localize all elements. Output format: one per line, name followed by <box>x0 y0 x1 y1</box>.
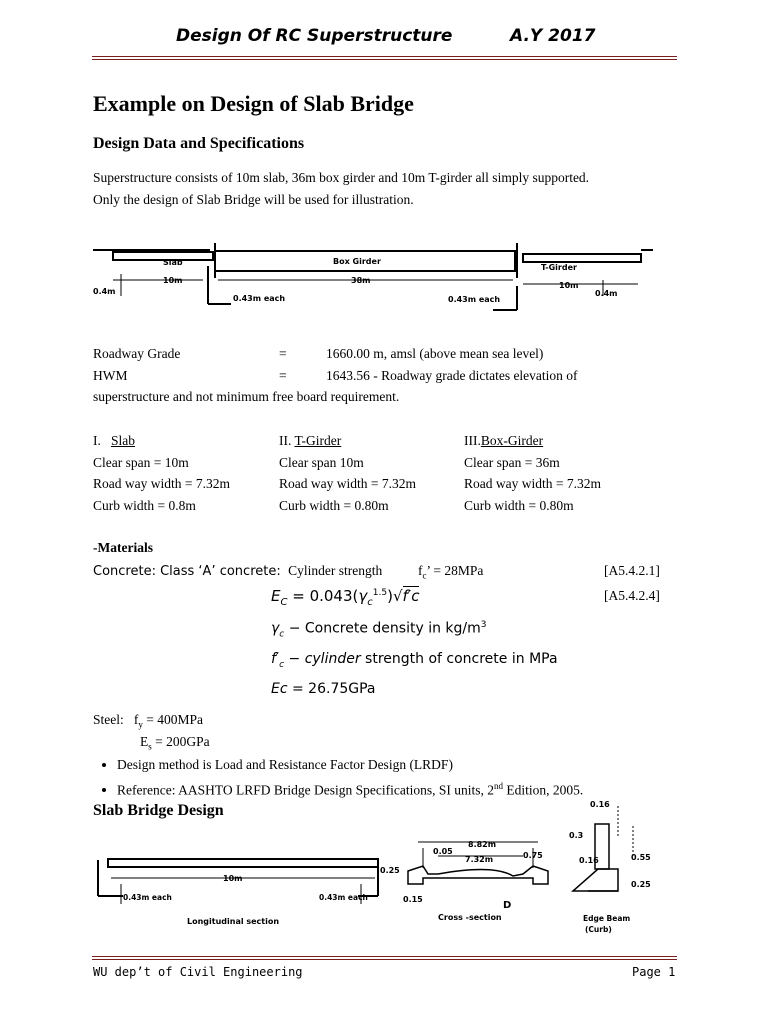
header-rule <box>92 56 677 57</box>
fig2-dim-025-edge: 0.25 <box>631 880 651 889</box>
hwm-value: 1643.56 - Roadway grade dictates elevation of <box>326 368 578 383</box>
roadway-grade-eq: = <box>279 346 287 361</box>
column-tgirder-road: Road way width = 7.32m <box>279 476 416 491</box>
ref-a5421: [A5.4.2.1] <box>604 563 660 578</box>
intro-line-1: Superstructure consists of 10m slab, 36m box girder and 10m T-girder all simply supported. <box>93 170 590 185</box>
ref-a5424: [A5.4.2.4] <box>604 588 660 603</box>
fig1-dim-04-right: 0.4m <box>595 289 618 298</box>
header-rule-thin <box>92 59 677 60</box>
footer-department: WU dep’t of Civil Engineering <box>93 965 303 979</box>
materials-heading: -Materials <box>93 540 153 555</box>
concrete-line: Concrete: Class ‘A’ concrete: Cylinder strength <box>93 563 383 579</box>
bullet-reference: • Reference: AASHTO LRFD Bridge Design Specifications, SI units, 2nd Edition, 2005. <box>117 776 693 801</box>
fig1-dim-043-each-right: 0.43m each <box>448 295 501 304</box>
column-tgirder-curb: Curb width = 0.80m <box>279 497 389 513</box>
column-tgirder-clear: Clear span 10m <box>279 454 364 470</box>
section-heading-design-data: Design Data and Specifications <box>93 135 305 152</box>
column-box-clear: Clear span = 36m <box>464 454 560 470</box>
fig2-dim-043-each-right: 0.43m each <box>319 893 368 902</box>
fig2-label-edge-beam: Edge Beam <box>583 914 631 923</box>
column-slab-curb: Curb width = 0.8m <box>93 497 196 513</box>
ec-result: Ec = 26.75GPa <box>271 681 376 697</box>
fig2-label-curb: (Curb) <box>585 925 612 934</box>
ec-formula: $E_C = 0.043(\gamma_c^{1.5})√f'c$ <box>271 587 420 608</box>
fig2-dim-016-mid: 0.16 <box>579 856 599 865</box>
column-slab <box>93 430 230 516</box>
fc-definition: $f'_c$ − cylinder strength of concrete in MPa <box>271 651 558 670</box>
footer-rule <box>92 956 677 957</box>
roadway-grade-label: Roadway Grade <box>93 346 181 361</box>
intro-paragraph <box>93 167 693 210</box>
fig1-dim-38m: 38m <box>351 276 371 285</box>
footer-rule-thin <box>92 959 677 960</box>
fig2-dim-005: 0.05 <box>433 847 453 856</box>
column-box-girder <box>464 430 601 516</box>
fig2-label-cross-section: Cross -section <box>438 913 502 922</box>
fig2-dim-016-top: 0.16 <box>590 800 610 809</box>
bullet-design-method: • Design method is Load and Resistance Factor Design (LRDF) <box>117 754 693 776</box>
footer-page-number: Page 1 <box>632 965 676 979</box>
hwm-eq: = <box>279 368 287 383</box>
fig2-dim-075: 0.75 <box>523 851 543 860</box>
fig2-dim-10m: 10m <box>223 874 243 883</box>
column-slab-clear: Clear span = 10m <box>93 454 189 470</box>
fig2-dim-055: 0.55 <box>631 853 651 862</box>
fig1-dim-043-each-left: 0.43m each <box>233 294 286 303</box>
fig2-dim-025: 0.25 <box>380 866 400 875</box>
header-year: A.Y 2017 <box>510 26 596 46</box>
hwm-continuation: superstructure and not minimum free board requirement. <box>93 389 400 404</box>
column-box-curb: Curb width = 0.80m <box>464 497 574 513</box>
steel-es: $E_s = 200GPa$ <box>140 734 210 752</box>
bridge-profile-figure <box>93 238 653 313</box>
fig2-dim-732: 7.32m <box>465 855 494 864</box>
fig2-dim-043-each-left: 0.43m each <box>123 893 172 902</box>
column-slab-title: I. Slab <box>93 433 136 448</box>
column-box-title: III.Box-Girder <box>464 433 544 448</box>
fig2-dim-015: 0.15 <box>403 895 423 904</box>
column-box-road: Road way width = 7.32m <box>464 476 601 491</box>
column-tgirder-title: II. T-Girder <box>279 433 342 448</box>
fig1-dim-10m-left: 10m <box>163 276 183 285</box>
hwm-label: HWM <box>93 368 128 383</box>
fig2-dim-882: 8.82m <box>468 840 497 849</box>
fig1-label-slab: Slab <box>163 258 183 267</box>
fig2-dim-03: 0.3 <box>569 831 584 840</box>
header-title: Design Of RC Superstructure <box>176 26 453 46</box>
page-title: Example on Design of Slab Bridge <box>93 91 414 116</box>
fig1-label-box-girder: Box Girder <box>333 257 381 266</box>
fig2-label-d: D <box>503 900 512 911</box>
roadway-grade-value: 1660.00 m, amsl (above mean sea level) <box>326 346 544 361</box>
column-t-girder <box>279 430 416 516</box>
fc-value: $f_c$’ = 28MPa <box>418 563 484 581</box>
slab-bridge-sections-figure <box>93 796 678 946</box>
gamma-definition: $\gamma_c$ − Concrete density in $kg/m^3$ <box>271 620 487 640</box>
bullet-list <box>93 754 693 801</box>
intro-line-2: Only the design of Slab Bridge will be used for illustration. <box>93 191 414 207</box>
steel-fy: Steel: $f_y = 400MPa$ <box>93 712 203 730</box>
fig1-dim-04-left: 0.4m <box>93 287 116 296</box>
fig2-label-longitudinal: Longitudinal section <box>187 917 280 926</box>
column-slab-road: Road way width = 7.32m <box>93 476 230 491</box>
fig1-dim-10m-right: 10m <box>559 281 579 290</box>
fig1-label-t-girder: T-Girder <box>541 263 577 272</box>
section-heading-slab-bridge-design: Slab Bridge Design <box>93 802 224 819</box>
